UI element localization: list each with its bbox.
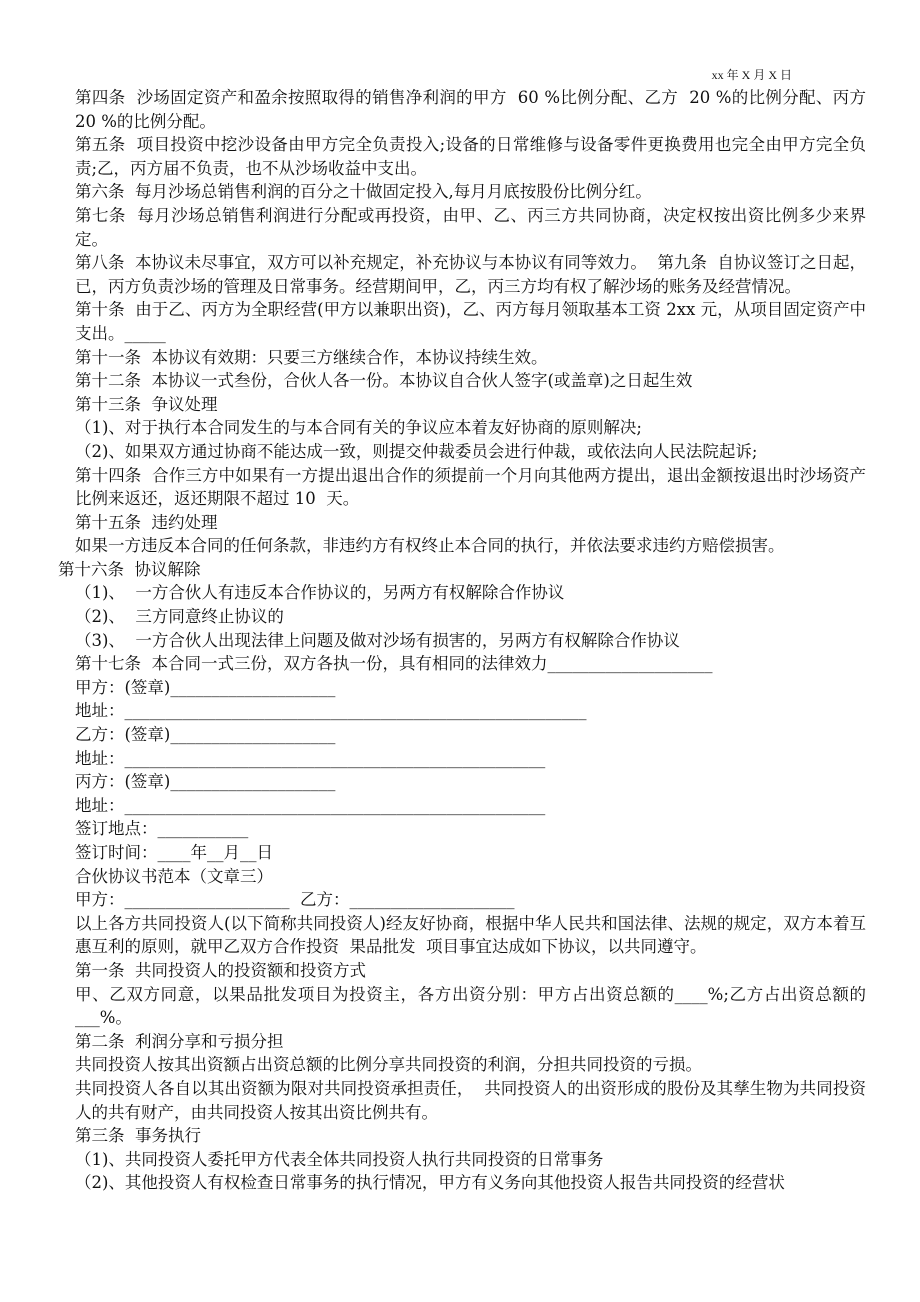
clause-4: 第四条 沙场固定资产和盈余按照取得的销售净利润的甲方 60 %比例分配、乙方 20 %的比例分配、丙方 20 %的比例分配。 xyxy=(75,88,877,131)
clause-15-body: 如果一方违反本合同的任何条款，非违约方有权终止本合同的执行，并依法要求违约方赔偿损害。 xyxy=(75,536,785,556)
party-b-signature: 乙方：(签章)____________________ xyxy=(75,725,336,745)
party-c-signature: 丙方：(签章)____________________ xyxy=(75,772,336,792)
article-1-body: 甲、乙双方同意，以果品批发项目为投资主，各方出资分别：甲方占出资总额的____%;乙方占出资总额的___%。 xyxy=(75,984,866,1028)
clause-13-item-1: （1)、对于执行本合同发生的与本合同有关的争议应本着友好协商的原则解决; xyxy=(75,418,642,438)
article-3-item-2: （2)、其他投资人有权检查日常事务的执行情况，甲方有义务向其他投资人报告共同投资的经营状 xyxy=(75,1173,785,1193)
article-2-body-1: 共同投资人按其出资额占出资总额的比例分享共同投资的利润，分担共同投资的亏损。 xyxy=(75,1055,702,1075)
article-2-body-2: 共同投资人各自以其出资额为限对共同投资承担责任， 共同投资人的出资形成的股份及其孳生物为共同投资人的共有财产，由共同投资人按其出资比例共有。 xyxy=(75,1078,866,1122)
party-a-address: 地址：________________________________________________________ xyxy=(75,701,587,721)
clause-14: 第十四条 合作三方中如果有一方提出退出合作的须提前一个月向其他两方提出，退出金额按退出时沙场资产比例来返还，返还期限不超过 10 天。 xyxy=(75,465,866,509)
clause-7: 第七条 每月沙场总销售利润进行分配或再投资，由甲、乙、丙三方共同协商，决定权按出资比例多少来界定。 xyxy=(75,205,866,249)
clause-6: 第六条 每月沙场总销售利润的百分之十做固定投入,每月月底按股份比例分红。 xyxy=(75,182,652,202)
clause-11: 第十一条 本协议有效期：只要三方继续合作，本协议持续生效。 xyxy=(75,347,548,367)
clause-13-heading: 第十三条 争议处理 xyxy=(75,394,218,414)
parties-line: 甲方：____________________ 乙方：____________________ xyxy=(75,890,515,910)
article-3-item-1: （1)、共同投资人委托甲方代表全体共同投资人执行共同投资的日常事务 xyxy=(75,1149,604,1169)
clause-17: 第十七条 本合同一式三份，双方各执一份，具有相同的法律效力____________________ xyxy=(75,654,713,674)
clause-16-item-3: （3)、 一方合伙人出现法律上问题及做对沙场有损害的，另两方有权解除合作协议 xyxy=(75,630,680,650)
party-b-address: 地址：___________________________________________________ xyxy=(75,748,546,768)
party-c-address: 地址：___________________________________________________ xyxy=(75,795,546,815)
signing-place: 签订地点：___________ xyxy=(75,819,249,839)
clause-15-heading: 第十五条 违约处理 xyxy=(75,512,218,532)
preamble: 以上各方共同投资人(以下简称共同投资人)经友好协商，根据中华人民共和国法律、法规的规定，双方本着互惠互利的原则，就甲乙双方合作投资 果品批发 项目事宜达成如下协议，以共同遵守。 xyxy=(75,913,866,957)
signing-date: 签订时间：____年__月__日 xyxy=(75,843,273,862)
clause-16-item-2: （2)、 三方同意终止协议的 xyxy=(75,607,284,627)
clause-13-item-2: （2)、如果双方通过协商不能达成一致，则提交仲裁委员会进行仲裁，或依法向人民法院起诉; xyxy=(75,441,758,461)
document-date: xx 年 X 月 X 日 xyxy=(711,68,792,82)
article-2-heading: 第二条 利润分享和亏损分担 xyxy=(75,1031,284,1051)
party-a-signature: 甲方：(签章)____________________ xyxy=(75,677,336,697)
clause-8-9: 第八条 本协议未尽事宜，双方可以补充规定，补充协议与本协议有同等效力。 第九条 自协议签订之日起，已，丙方负责沙场的管理及日常事务。经营期间甲，乙，丙三方均有权了解沙场的账务及经营情况。 xyxy=(75,253,866,296)
clause-10: 第十条 由于乙、丙方为全职经营(甲方以兼职出资)，乙、丙方每月领取基本工资 2xx 元，从项目固定资产中支出。_____ xyxy=(75,300,866,343)
clause-16-item-1: （1)、 一方合伙人有违反本合作协议的，另两方有权解除合作协议 xyxy=(75,583,565,603)
article-3-heading: 第三条 事务执行 xyxy=(75,1126,201,1146)
article-1-heading: 第一条 共同投资人的投资额和投资方式 xyxy=(75,960,366,980)
clause-5: 第五条 项目投资中挖沙设备由甲方完全负责投入;设备的日常维修与设备零件更换费用也完全由甲方完全负责;乙，丙方届不负责，也不从沙场收益中支出。 xyxy=(75,135,866,178)
article-3-title: 合伙协议书范本（文章三） xyxy=(75,866,273,886)
clause-16-heading: 第十六条 协议解除 xyxy=(58,559,201,579)
clause-12: 第十二条 本协议一式叁份，合伙人各一份。本协议自合伙人签字(或盖章)之日起生效 xyxy=(75,371,693,391)
document-body xyxy=(58,86,877,1195)
